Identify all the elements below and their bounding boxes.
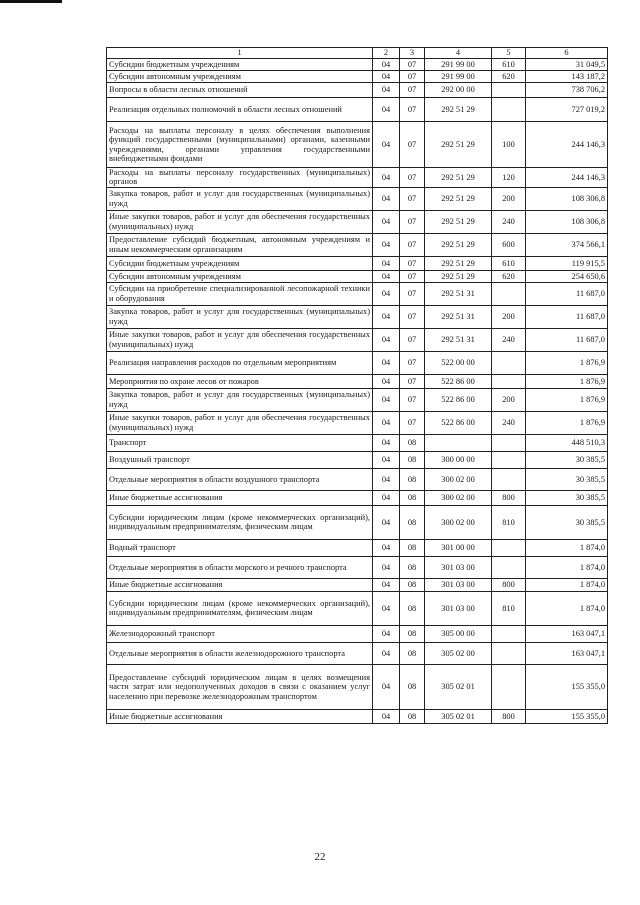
table-row [107, 664, 608, 709]
header-col-1: 1 [107, 48, 373, 59]
row-target-article: 300 02 00 [425, 468, 492, 490]
table-row [107, 625, 608, 642]
table-row [107, 578, 608, 591]
row-section: 04 [373, 664, 400, 709]
row-target-article: 292 00 00 [425, 83, 492, 98]
row-subsection: 07 [400, 98, 425, 122]
row-expense-type: 810 [492, 505, 526, 539]
row-target-article: 305 02 01 [425, 664, 492, 709]
row-section: 04 [373, 556, 400, 578]
row-target-article [425, 434, 492, 451]
row-target-article: 305 02 01 [425, 709, 492, 723]
table-row [107, 591, 608, 625]
header-col-6: 6 [526, 48, 608, 59]
row-section: 04 [373, 59, 400, 71]
row-target-article: 292 51 29 [425, 122, 492, 168]
row-section: 04 [373, 168, 400, 188]
row-description: Субсидии на приобретение специализированной лесопожарной техники и оборудования [107, 282, 373, 305]
row-expense-type [492, 374, 526, 388]
row-subsection: 07 [400, 233, 425, 256]
table-row [107, 642, 608, 664]
row-description: Мероприятия по охране лесов от пожаров [107, 374, 373, 388]
row-description: Расходы на выплаты персоналу государственных (муниципальных) органов [107, 168, 373, 188]
scan-edge-mark [0, 0, 62, 3]
table-row [107, 328, 608, 351]
row-expense-type: 600 [492, 233, 526, 256]
row-amount: 108 306,8 [526, 210, 608, 233]
row-description: Транспорт [107, 434, 373, 451]
row-amount: 1 876,9 [526, 388, 608, 411]
row-description: Субсидии автономным учреждениям [107, 71, 373, 83]
row-target-article: 301 00 00 [425, 539, 492, 556]
row-subsection: 08 [400, 578, 425, 591]
table-row [107, 411, 608, 434]
row-expense-type: 240 [492, 328, 526, 351]
row-subsection: 07 [400, 83, 425, 98]
row-target-article: 292 51 29 [425, 168, 492, 188]
row-expense-type: 200 [492, 187, 526, 210]
row-subsection: 07 [400, 374, 425, 388]
row-target-article: 522 00 00 [425, 351, 492, 374]
row-description: Иные закупки товаров, работ и услуг для обеспечения государственных (муниципальных) нужд [107, 210, 373, 233]
row-expense-type [492, 451, 526, 468]
row-section: 04 [373, 411, 400, 434]
table-row [107, 451, 608, 468]
row-expense-type: 120 [492, 168, 526, 188]
row-amount: 1 876,9 [526, 411, 608, 434]
row-target-article: 292 51 31 [425, 328, 492, 351]
row-subsection: 07 [400, 351, 425, 374]
row-section: 04 [373, 388, 400, 411]
row-amount: 1 874,0 [526, 578, 608, 591]
row-description: Закупка товаров, работ и услуг для государственных (муниципальных) нужд [107, 305, 373, 328]
table-row [107, 282, 608, 305]
row-amount: 727 019,2 [526, 98, 608, 122]
row-amount: 244 146,3 [526, 122, 608, 168]
row-expense-type: 810 [492, 591, 526, 625]
row-amount: 254 650,6 [526, 270, 608, 282]
row-expense-type: 100 [492, 122, 526, 168]
row-subsection: 07 [400, 328, 425, 351]
row-subsection: 07 [400, 210, 425, 233]
table-header-row [107, 48, 608, 59]
row-description: Отдельные мероприятия в области воздушного транспорта [107, 468, 373, 490]
row-section: 04 [373, 256, 400, 270]
table-row [107, 59, 608, 71]
row-subsection: 08 [400, 468, 425, 490]
row-subsection: 07 [400, 305, 425, 328]
row-expense-type [492, 642, 526, 664]
row-section: 04 [373, 591, 400, 625]
row-amount: 143 187,2 [526, 71, 608, 83]
row-amount: 11 687,0 [526, 305, 608, 328]
row-section: 04 [373, 83, 400, 98]
row-amount: 244 146,3 [526, 168, 608, 188]
row-amount: 108 306,8 [526, 187, 608, 210]
row-section: 04 [373, 709, 400, 723]
row-target-article: 291 99 00 [425, 59, 492, 71]
row-description: Иные бюджетные ассигнования [107, 709, 373, 723]
row-description: Иные бюджетные ассигнования [107, 578, 373, 591]
table-row [107, 374, 608, 388]
row-amount: 155 355,0 [526, 664, 608, 709]
table-row [107, 505, 608, 539]
row-target-article: 291 99 00 [425, 71, 492, 83]
row-description: Вопросы в области лесных отношений [107, 83, 373, 98]
row-subsection: 07 [400, 282, 425, 305]
table-row [107, 709, 608, 723]
table-row [107, 98, 608, 122]
row-expense-type [492, 98, 526, 122]
row-description: Субсидии бюджетным учреждениям [107, 59, 373, 71]
table-row [107, 168, 608, 188]
row-target-article: 305 02 00 [425, 642, 492, 664]
row-target-article: 522 86 00 [425, 388, 492, 411]
row-expense-type: 240 [492, 210, 526, 233]
row-amount: 155 355,0 [526, 709, 608, 723]
row-expense-type: 800 [492, 490, 526, 505]
row-expense-type [492, 664, 526, 709]
row-description: Субсидии юридическим лицам (кроме некоммерческих организаций), индивидуальным предпринимателям, физическим лицам [107, 505, 373, 539]
row-description: Субсидии юридическим лицам (кроме некоммерческих организаций), индивидуальным предпринимателям, физическим лицам [107, 591, 373, 625]
table-row [107, 388, 608, 411]
row-subsection: 07 [400, 256, 425, 270]
row-amount: 1 874,0 [526, 556, 608, 578]
table-row [107, 122, 608, 168]
row-description: Реализация отдельных полномочий в области лесных отношений [107, 98, 373, 122]
row-section: 04 [373, 505, 400, 539]
budget-table [106, 47, 608, 724]
row-subsection: 08 [400, 556, 425, 578]
row-amount: 30 385,5 [526, 451, 608, 468]
row-amount: 1 876,9 [526, 374, 608, 388]
row-expense-type [492, 556, 526, 578]
row-expense-type: 610 [492, 59, 526, 71]
row-section: 04 [373, 282, 400, 305]
row-description: Отдельные мероприятия в области морского и речного транспорта [107, 556, 373, 578]
row-section: 04 [373, 210, 400, 233]
table-row [107, 187, 608, 210]
table-row [107, 210, 608, 233]
row-amount: 11 687,0 [526, 282, 608, 305]
row-subsection: 07 [400, 168, 425, 188]
row-expense-type: 800 [492, 709, 526, 723]
row-expense-type: 620 [492, 71, 526, 83]
row-subsection: 07 [400, 122, 425, 168]
row-amount: 163 047,1 [526, 625, 608, 642]
row-target-article: 301 03 00 [425, 591, 492, 625]
row-subsection: 07 [400, 270, 425, 282]
row-description: Закупка товаров, работ и услуг для государственных (муниципальных) нужд [107, 388, 373, 411]
row-target-article: 292 51 31 [425, 282, 492, 305]
header-col-2: 2 [373, 48, 400, 59]
row-section: 04 [373, 233, 400, 256]
row-expense-type [492, 539, 526, 556]
row-subsection: 08 [400, 625, 425, 642]
row-section: 04 [373, 642, 400, 664]
row-amount: 30 385,5 [526, 468, 608, 490]
row-section: 04 [373, 328, 400, 351]
row-subsection: 07 [400, 388, 425, 411]
row-target-article: 292 51 29 [425, 256, 492, 270]
row-target-article: 292 51 29 [425, 233, 492, 256]
row-amount: 448 510,3 [526, 434, 608, 451]
page-number: 22 [314, 851, 326, 863]
row-subsection: 08 [400, 434, 425, 451]
row-target-article: 301 03 00 [425, 578, 492, 591]
row-amount: 738 706,2 [526, 83, 608, 98]
row-section: 04 [373, 71, 400, 83]
row-description: Предоставление субсидий юридическим лицам в целях возмещения части затрат или недополученных доходов в связи с оказанием услуг населению при перевозке железнодорожным транспортом [107, 664, 373, 709]
table-row [107, 71, 608, 83]
row-subsection: 07 [400, 187, 425, 210]
row-description: Иные закупки товаров, работ и услуг для обеспечения государственных (муниципальных) нужд [107, 328, 373, 351]
row-description: Реализация направления расходов по отдельным мероприятиям [107, 351, 373, 374]
row-target-article: 292 51 29 [425, 210, 492, 233]
row-amount: 374 566,1 [526, 233, 608, 256]
table-row [107, 351, 608, 374]
header-col-4: 4 [425, 48, 492, 59]
row-section: 04 [373, 305, 400, 328]
row-target-article: 301 03 00 [425, 556, 492, 578]
row-section: 04 [373, 578, 400, 591]
row-description: Железнодорожный транспорт [107, 625, 373, 642]
row-expense-type [492, 282, 526, 305]
row-subsection: 08 [400, 664, 425, 709]
row-expense-type: 800 [492, 578, 526, 591]
row-expense-type: 200 [492, 305, 526, 328]
header-col-3: 3 [400, 48, 425, 59]
row-target-article: 305 00 00 [425, 625, 492, 642]
row-target-article: 292 51 31 [425, 305, 492, 328]
table-row [107, 233, 608, 256]
row-expense-type: 610 [492, 256, 526, 270]
row-subsection: 08 [400, 505, 425, 539]
row-amount: 30 385,5 [526, 490, 608, 505]
row-section: 04 [373, 434, 400, 451]
row-subsection: 08 [400, 451, 425, 468]
row-target-article: 292 51 29 [425, 270, 492, 282]
row-expense-type: 620 [492, 270, 526, 282]
row-subsection: 07 [400, 411, 425, 434]
row-target-article: 522 86 00 [425, 411, 492, 434]
row-description: Субсидии автономным учреждениям [107, 270, 373, 282]
row-section: 04 [373, 468, 400, 490]
row-target-article: 300 00 00 [425, 451, 492, 468]
row-subsection: 08 [400, 591, 425, 625]
row-subsection: 08 [400, 539, 425, 556]
row-target-article: 292 51 29 [425, 98, 492, 122]
table-row [107, 490, 608, 505]
table-row [107, 83, 608, 98]
row-subsection: 08 [400, 642, 425, 664]
row-amount: 1 876,9 [526, 351, 608, 374]
row-subsection: 08 [400, 490, 425, 505]
row-expense-type [492, 625, 526, 642]
table-row [107, 305, 608, 328]
row-description: Предоставление субсидий бюджетным, автономным учреждениям и иным некоммерческим организациям [107, 233, 373, 256]
table-row [107, 434, 608, 451]
row-amount: 1 874,0 [526, 591, 608, 625]
row-section: 04 [373, 122, 400, 168]
table-row [107, 270, 608, 282]
row-subsection: 07 [400, 71, 425, 83]
row-description: Субсидии бюджетным учреждениям [107, 256, 373, 270]
row-section: 04 [373, 539, 400, 556]
row-expense-type: 240 [492, 411, 526, 434]
row-description: Закупка товаров, работ и услуг для государственных (муниципальных) нужд [107, 187, 373, 210]
row-section: 04 [373, 451, 400, 468]
row-section: 04 [373, 374, 400, 388]
row-expense-type [492, 83, 526, 98]
row-amount: 30 385,5 [526, 505, 608, 539]
row-section: 04 [373, 490, 400, 505]
row-description: Иные бюджетные ассигнования [107, 490, 373, 505]
row-expense-type [492, 468, 526, 490]
row-amount: 11 687,0 [526, 328, 608, 351]
row-expense-type [492, 351, 526, 374]
row-target-article: 292 51 29 [425, 187, 492, 210]
row-target-article: 300 02 00 [425, 505, 492, 539]
table-row [107, 539, 608, 556]
row-amount: 119 915,5 [526, 256, 608, 270]
row-section: 04 [373, 625, 400, 642]
row-description: Иные закупки товаров, работ и услуг для обеспечения государственных (муниципальных) нужд [107, 411, 373, 434]
table-row [107, 556, 608, 578]
row-target-article: 522 86 00 [425, 374, 492, 388]
row-description: Расходы на выплаты персоналу в целях обеспечения выполнения функций государственными (муниципальными) органами, казенными учреждениями, органами управления государственными внебюджетными фондами [107, 122, 373, 168]
table-row [107, 468, 608, 490]
row-description: Воздушный транспорт [107, 451, 373, 468]
row-section: 04 [373, 187, 400, 210]
row-amount: 163 047,1 [526, 642, 608, 664]
row-section: 04 [373, 270, 400, 282]
row-expense-type: 200 [492, 388, 526, 411]
row-target-article: 300 02 00 [425, 490, 492, 505]
row-section: 04 [373, 98, 400, 122]
row-amount: 1 874,0 [526, 539, 608, 556]
row-amount: 31 049,5 [526, 59, 608, 71]
header-col-5: 5 [492, 48, 526, 59]
row-description: Водный транспорт [107, 539, 373, 556]
row-section: 04 [373, 351, 400, 374]
table-row [107, 256, 608, 270]
row-subsection: 08 [400, 709, 425, 723]
row-subsection: 07 [400, 59, 425, 71]
row-description: Отдельные мероприятия в области железнодорожного транспорта [107, 642, 373, 664]
row-expense-type [492, 434, 526, 451]
